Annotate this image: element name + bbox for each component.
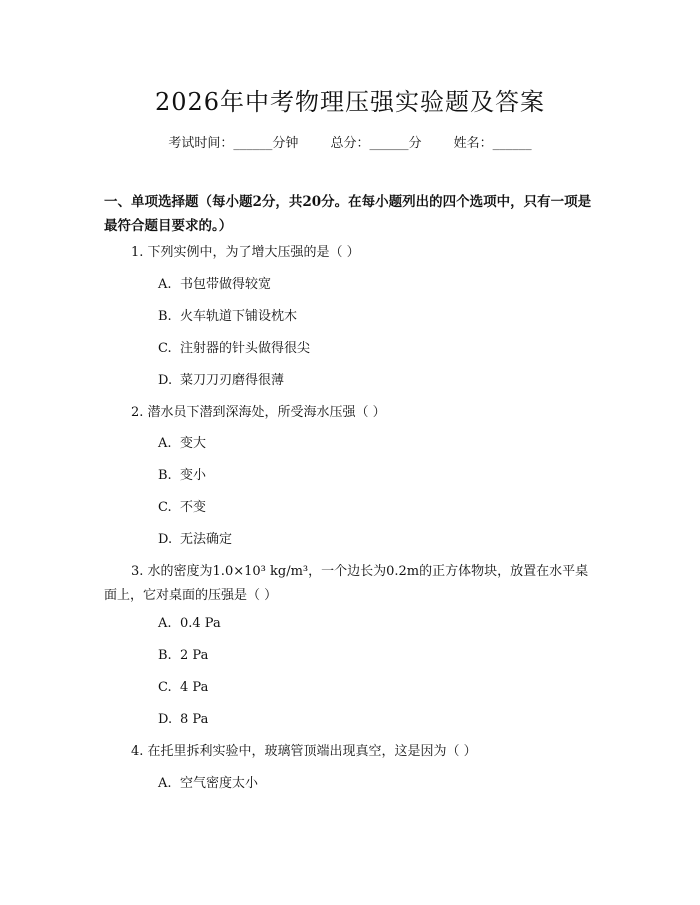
option: C. 不变: [158, 500, 207, 515]
exam-time: 考试时间：______分钟: [168, 136, 299, 151]
option: D. 8 Pa: [158, 712, 209, 727]
option: B. 变小: [158, 468, 207, 483]
exam-title: 2026年中考物理压强实验题及答案: [154, 88, 546, 116]
exam-score: 总分：______分: [330, 136, 422, 151]
question-stem: 1. 下列实例中，为了增大压强的是（ ）: [131, 245, 360, 260]
exam-name: 姓名：______: [453, 136, 532, 151]
question-stem: 2. 潜水员下潜到深海处，所受海水压强（ ）: [131, 405, 386, 420]
option: B. 火车轨道下铺设枕木: [158, 309, 298, 324]
option: A. 空气密度太小: [158, 776, 259, 791]
option: A. 书包带做得较宽: [158, 277, 272, 292]
option: D. 无法确定: [158, 532, 233, 547]
question-stem: 3. 水的密度为1.0×10³ kg/m³，一个边长为0.2m的正方体物块，放置在水平桌面上，它对桌面的压强是（ ）: [104, 564, 589, 603]
question-stem: 4. 在托里拆利实验中，玻璃管顶端出现真空，这是因为（ ）: [131, 744, 477, 759]
option: A. 变大: [158, 436, 207, 451]
option: C. 注射器的针头做得很尖: [158, 341, 311, 356]
option: B. 2 Pa: [158, 648, 209, 663]
option: C. 4 Pa: [158, 680, 209, 695]
exam-meta: [0, 132, 700, 151]
option: D. 菜刀刀刃磨得很薄: [158, 373, 285, 388]
section-heading: 一、单项选择题（每小题2分，共20分。在每小题列出的四个选项中，只有一项是最符合题目要求的。）: [104, 194, 592, 234]
option: A. 0.4 Pa: [158, 616, 221, 631]
